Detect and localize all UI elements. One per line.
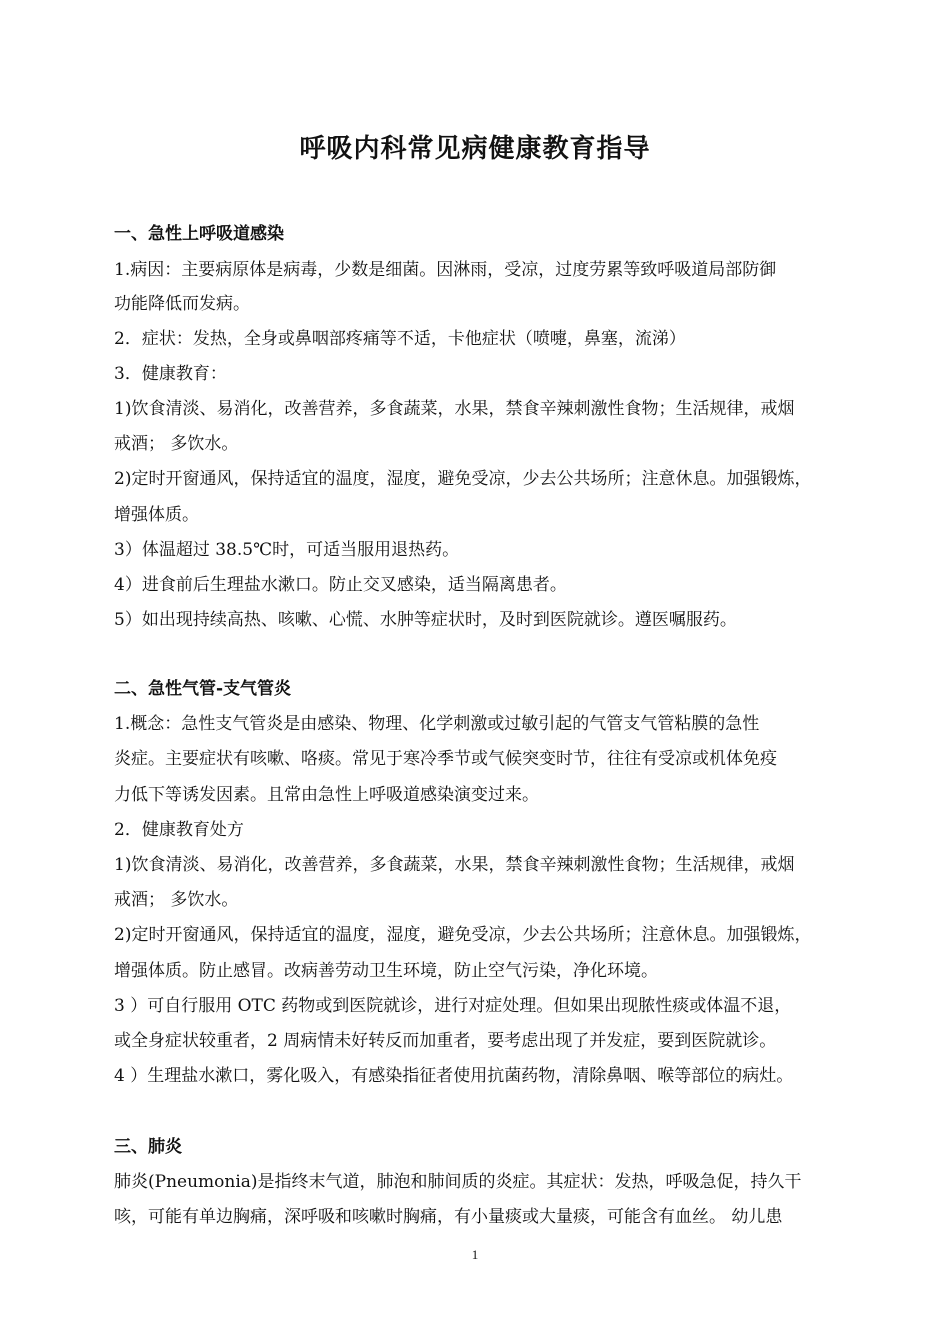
paragraph-line: 2)定时开窗通风，保持适宜的温度，湿度，避免受凉，少去公共场所；注意休息。加强锻炼， — [114, 469, 812, 489]
paragraph-line: 2．健康教育处方 — [114, 820, 244, 840]
section-heading-3: 三、肺炎 — [114, 1137, 182, 1157]
paragraph-line: 增强体质。防止感冒。改病善劳动卫生环境，防止空气污染，净化环境。 — [114, 961, 658, 981]
paragraph-line: 肺炎(Pneumonia)是指终末气道，肺泡和肺间质的炎症。其症状：发热，呼吸急促，持久干 — [114, 1172, 802, 1192]
paragraph-line: 3）体温超过 38.5℃时，可适当服用退热药。 — [114, 540, 460, 560]
paragraph-line: 炎症。主要症状有咳嗽、咯痰。常见于寒冷季节或气候突变时节，往往有受凉或机体免疫 — [114, 749, 777, 769]
paragraph-line: 3．健康教育： — [114, 364, 227, 384]
paragraph-line: 3 ）可自行服用 OTC 药物或到医院就诊，进行对症处理。但如果出现脓性痰或体温不退， — [114, 996, 792, 1016]
paragraph-line: 1)饮食清淡、易消化，改善营养，多食蔬菜，水果，禁食辛辣刺激性食物；生活规律，戒烟 — [114, 855, 795, 875]
paragraph-line: 戒酒； 多饮水。 — [114, 890, 239, 910]
paragraph-line: 戒酒； 多饮水。 — [114, 434, 239, 454]
paragraph-line: 4 ）生理盐水漱口，雾化吸入，有感染指征者使用抗菌药物，清除鼻咽、喉等部位的病灶。 — [114, 1066, 794, 1086]
paragraph-line: 5）如出现持续高热、咳嗽、心慌、水肿等症状时，及时到医院就诊。遵医嘱服药。 — [114, 610, 737, 630]
paragraph-line: 增强体质。 — [114, 505, 199, 525]
paragraph-line: 或全身症状较重者，2 周病情未好转反而加重者，要考虑出现了并发症，要到医院就诊。 — [114, 1031, 777, 1051]
paragraph-line: 2．症状：发热，全身或鼻咽部疼痛等不适，卡他症状（喷嚏，鼻塞，流涕） — [114, 329, 686, 349]
paragraph-line: 1.概念：急性支气管炎是由感染、物理、化学刺激或过敏引起的气管支气管粘膜的急性 — [114, 714, 760, 734]
paragraph-line: 咳，可能有单边胸痛，深呼吸和咳嗽时胸痛，有小量痰或大量痰，可能含有血丝。 幼儿患 — [114, 1207, 783, 1227]
paragraph-line: 1)饮食清淡、易消化，改善营养，多食蔬菜，水果，禁食辛辣刺激性食物；生活规律，戒烟 — [114, 399, 795, 419]
paragraph-line: 功能降低而发病。 — [114, 294, 250, 314]
section-heading-1: 一、急性上呼吸道感染 — [114, 224, 284, 244]
paragraph-line: 4）进食前后生理盐水漱口。防止交叉感染，适当隔离患者。 — [114, 575, 567, 595]
document-title: 呼吸内科常见病健康教育指导 — [299, 134, 651, 164]
page-number: 1 — [471, 1247, 479, 1262]
paragraph-line: 2)定时开窗通风，保持适宜的温度，湿度，避免受凉，少去公共场所；注意休息。加强锻炼， — [114, 925, 812, 945]
section-heading-2: 二、急性气管-支气管炎 — [114, 679, 292, 699]
paragraph-line: 力低下等诱发因素。且常由急性上呼吸道感染演变过来。 — [114, 785, 539, 805]
paragraph-line: 1.病因：主要病原体是病毒，少数是细菌。因淋雨，受凉，过度劳累等致呼吸道局部防御 — [114, 260, 777, 280]
